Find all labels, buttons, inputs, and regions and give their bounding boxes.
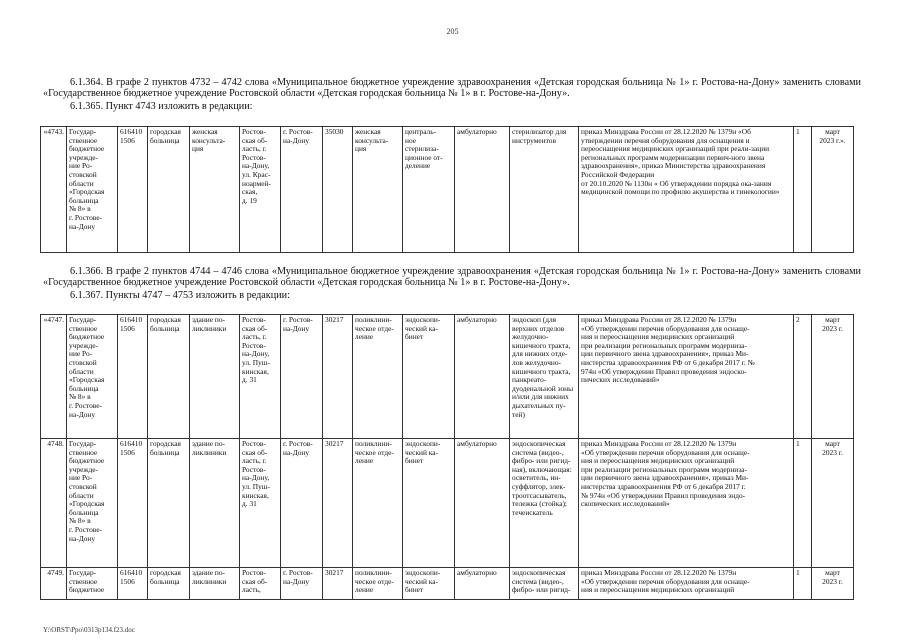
institution-type-text: городская больница <box>150 315 181 333</box>
cell-institution-type <box>148 568 190 600</box>
building-name-text: женская консульта- ция <box>192 127 226 154</box>
cell-equipment <box>510 315 579 439</box>
cell-inn-code <box>118 315 148 439</box>
file-path-footer: Y:\ORST\Ppo\0313p134.f23.doc <box>43 626 135 634</box>
care-type-text: амбулаторно <box>457 315 497 324</box>
city-text: г. Ростов- на-Дону <box>283 568 313 586</box>
cell-building-name <box>190 439 240 568</box>
equipment-text: эндоскоп (для верхних отделов желудочно- кишечного тракта, для нижних отде- лов желудочно- кишечного тракта, панкреато- дуоденальной зоны и/или для нижних дыхательных пу- тей) <box>512 315 574 419</box>
order-reference-text: приказ Минздрава России от 28.12.2020 № 1379н «Об утверждении перечня оборудования для оснащения и переоснащения медицинских организаций при реали-зации региональных программ модернизации первич-ного звена здравоохранения», приказ Министерства здравоохранения Российской Федерации от 20.10.2020 № 1130н « Об утверждении порядка ока-зания медицинской помощи по профилю акушерства и гинекологии» <box>581 127 780 197</box>
table-items-4747-4753 <box>40 314 854 600</box>
address-text: Ростов- ская об- ласть, г. Ростов- на-Дону, ул. Пуш- кинская, д. 31 <box>242 439 270 509</box>
cell-room <box>403 127 455 253</box>
cell-institution-type <box>148 315 190 439</box>
address-text: Ростов- ская об- ласть, <box>242 568 268 595</box>
institution-type-text: городская больница <box>150 439 181 457</box>
cell-address <box>240 127 281 253</box>
organization-name-text: Государ- ственное бюджетное <box>69 568 105 595</box>
cell-oktmo-code <box>323 439 353 568</box>
cell-quantity <box>794 439 812 568</box>
cell-organization-name <box>67 439 118 568</box>
cell-deadline <box>812 568 854 600</box>
cell-quantity <box>794 315 812 439</box>
quantity-text: 1 <box>796 127 800 136</box>
city-text: г. Ростов- на-Дону <box>283 127 313 145</box>
cell-room <box>403 568 455 600</box>
cell-item-number <box>41 315 67 439</box>
organization-name-text: Государ- ственное бюджетное учрежде- ние Ро- стовской области «Городская больница № 8» в г. Ростове- на-Дону <box>69 315 105 419</box>
cell-oktmo-code <box>323 127 353 253</box>
table-row <box>41 439 854 568</box>
oktmo-code-text: 30217 <box>325 439 344 448</box>
inn-code-text: 616410 1506 <box>120 127 143 145</box>
institution-type-text: городская больница <box>150 127 181 145</box>
care-type-text: амбулаторно <box>457 439 497 448</box>
cell-oktmo-code <box>323 568 353 600</box>
cell-city <box>281 127 323 253</box>
oktmo-code-text: 35030 <box>325 127 344 136</box>
equipment-text: эндоскопическая система (видео-, фибро- или ригид- <box>512 568 571 595</box>
table-row <box>41 127 854 253</box>
paragraph-6-1-367: 6.1.367. Пункты 4747 – 4753 изложить в редакции: <box>70 290 290 301</box>
department-text: поликлини- ческое отде- ление <box>355 439 394 466</box>
cell-building-name <box>190 568 240 600</box>
cell-care-type <box>455 568 510 600</box>
cell-inn-code <box>118 568 148 600</box>
cell-organization-name <box>67 315 118 439</box>
order-reference-text: приказ Минздрава России от 28.12.2020 № 1379н «Об утверждении перечня оборудования для оснаще- ния и переоснащения медицинских организаций при реализации региональных программ модерниза- ции первичного звена здравоохранения», приказ Ми- нистерства здравоохранения РФ от 6 декабря 2017 г. № 974н «Об утверждении Правил проведения эндо- скопических исследований» <box>581 439 750 509</box>
quantity-text: 1 <box>796 439 800 448</box>
organization-name-text: Государ- ственное бюджетное учрежде- ние Ро- стовской области «Городская больница № 8» в г. Ростове- на-Дону <box>69 127 105 231</box>
item-number-text: «4747. <box>43 315 64 324</box>
equipment-text: стерилизатор для инструментов <box>512 127 567 145</box>
room-text: эндоскопи- ческий ка- бинет <box>405 568 441 595</box>
building-name-text: здание по- ликлиники <box>192 315 227 333</box>
cell-item-number <box>41 439 67 568</box>
care-type-text: амбулаторно <box>457 127 497 136</box>
cell-order-reference <box>579 127 794 253</box>
cell-deadline <box>812 127 854 253</box>
cell-building-name <box>190 315 240 439</box>
cell-order-reference <box>579 568 794 600</box>
cell-care-type <box>455 127 510 253</box>
building-name-text: здание по- ликлиники <box>192 568 227 586</box>
department-text: поликлини- ческое отде- ление <box>355 315 394 342</box>
order-reference-text: приказ Минздрава России от 28.12.2020 № 1379н «Об утверждении перечня оборудования для оснаще- ния и переоснащения медицинских организаций <box>581 568 750 595</box>
cell-city <box>281 315 323 439</box>
room-text: централь- ное стерилиза- ционное от- деление <box>405 127 443 171</box>
address-text: Ростов- ская об- ласть, г. Ростов- на-Дону, ул. Крас- ноармей- ская, д. 19 <box>242 127 271 205</box>
deadline-text: март 2023 г. <box>822 568 843 586</box>
city-text: г. Ростов- на-Дону <box>283 439 313 457</box>
cell-institution-type <box>148 439 190 568</box>
cell-address <box>240 568 281 600</box>
cell-department <box>353 127 403 253</box>
cell-equipment <box>510 127 579 253</box>
cell-deadline <box>812 315 854 439</box>
cell-address <box>240 315 281 439</box>
cell-city <box>281 568 323 600</box>
organization-name-text: Государ- ственное бюджетное учрежде- ние Ро- стовской области «Городская больница № 8» в г. Ростове- на-Дону <box>69 439 105 543</box>
cell-organization-name <box>67 127 118 253</box>
quantity-text: 1 <box>796 568 800 577</box>
table-row <box>41 315 854 439</box>
page-number: 205 <box>446 27 459 36</box>
cell-city <box>281 439 323 568</box>
cell-department <box>353 315 403 439</box>
oktmo-code-text: 30217 <box>325 315 344 324</box>
cell-order-reference <box>579 439 794 568</box>
cell-item-number <box>41 568 67 600</box>
inn-code-text: 616410 1506 <box>120 315 143 333</box>
room-text: эндоскопи- ческий ка- бинет <box>405 315 441 342</box>
cell-room <box>403 315 455 439</box>
cell-address <box>240 439 281 568</box>
cell-quantity <box>794 568 812 600</box>
inn-code-text: 616410 1506 <box>120 568 143 586</box>
cell-quantity <box>794 127 812 253</box>
cell-inn-code <box>118 439 148 568</box>
cell-building-name <box>190 127 240 253</box>
cell-equipment <box>510 568 579 600</box>
cell-institution-type <box>148 127 190 253</box>
cell-equipment <box>510 439 579 568</box>
cell-care-type <box>455 315 510 439</box>
item-number-text: 4749. <box>47 568 64 577</box>
cell-deadline <box>812 439 854 568</box>
inn-code-text: 616410 1506 <box>120 439 143 457</box>
cell-care-type <box>455 439 510 568</box>
care-type-text: амбулаторно <box>457 568 497 577</box>
department-text: поликлини- ческое отде- ление <box>355 568 394 595</box>
deadline-text: март 2023 г.». <box>819 127 846 145</box>
cell-room <box>403 439 455 568</box>
building-name-text: здание по- ликлиники <box>192 439 227 457</box>
department-text: женская консульта- ция <box>355 127 389 154</box>
quantity-text: 2 <box>796 315 800 324</box>
cell-organization-name <box>67 568 118 600</box>
city-text: г. Ростов- на-Дону <box>283 315 313 333</box>
table-row <box>41 568 854 600</box>
paragraph-6-1-366: 6.1.366. В графе 2 пунктов 4744 – 4746 слова «Муниципальное бюджетное учреждение здравоохранения «Детская городская больница № 1» г. Ростова-на-Дону» заменить словами «Государственное бюджетное учреждение Ростовской области «Детская городская больница № 1» в г. Ростове-на-Дону». <box>43 266 861 288</box>
item-number-text: 4748. <box>47 439 64 448</box>
room-text: эндоскопи- ческий ка- бинет <box>405 439 441 466</box>
oktmo-code-text: 30217 <box>325 568 344 577</box>
cell-oktmo-code <box>323 315 353 439</box>
cell-department <box>353 439 403 568</box>
address-text: Ростов- ская об- ласть, г. Ростов- на-Дону, ул. Пуш- кинская, д. 31 <box>242 315 270 385</box>
paragraph-6-1-365: 6.1.365. Пункт 4743 изложить в редакции: <box>70 101 253 112</box>
equipment-text: эндоскопическая система (видео-, фибро- или ригид- ная), включающая: осветитель, ин- суффлятор, элек- троотсасыватель, тележка (стойка); течеискатель <box>512 439 572 517</box>
item-number-text: «4743. <box>43 127 64 136</box>
cell-order-reference <box>579 315 794 439</box>
cell-item-number <box>41 127 67 253</box>
institution-type-text: городская больница <box>150 568 181 586</box>
deadline-text: март 2023 г. <box>822 439 843 457</box>
cell-inn-code <box>118 127 148 253</box>
cell-department <box>353 568 403 600</box>
table-item-4743 <box>40 126 854 253</box>
order-reference-text: приказ Минздрава России от 28.12.2020 № 1379н «Об утверждении перечня оборудования для оснаще- ния и переоснащения медицинских организаций при реализации региональных программ модерниза- ции первичного звена здравоохранения», приказ Ми- нистерства здравоохранения РФ от 6 декабря 2017 г. № 974н «Об утверждении Правил проведения эндоско- пических исследований» <box>581 315 755 385</box>
deadline-text: март 2023 г. <box>822 315 843 333</box>
paragraph-6-1-364: 6.1.364. В графе 2 пунктов 4732 – 4742 слова «Муниципальное бюджетное учреждение здравоохранения «Детская городская больница № 1» г. Ростова-на-Дону» заменить словами «Государственное бюджетное учреждение Ростовской области «Детская городская больница № 1» в г. Ростове-на-Дону». <box>43 77 861 99</box>
